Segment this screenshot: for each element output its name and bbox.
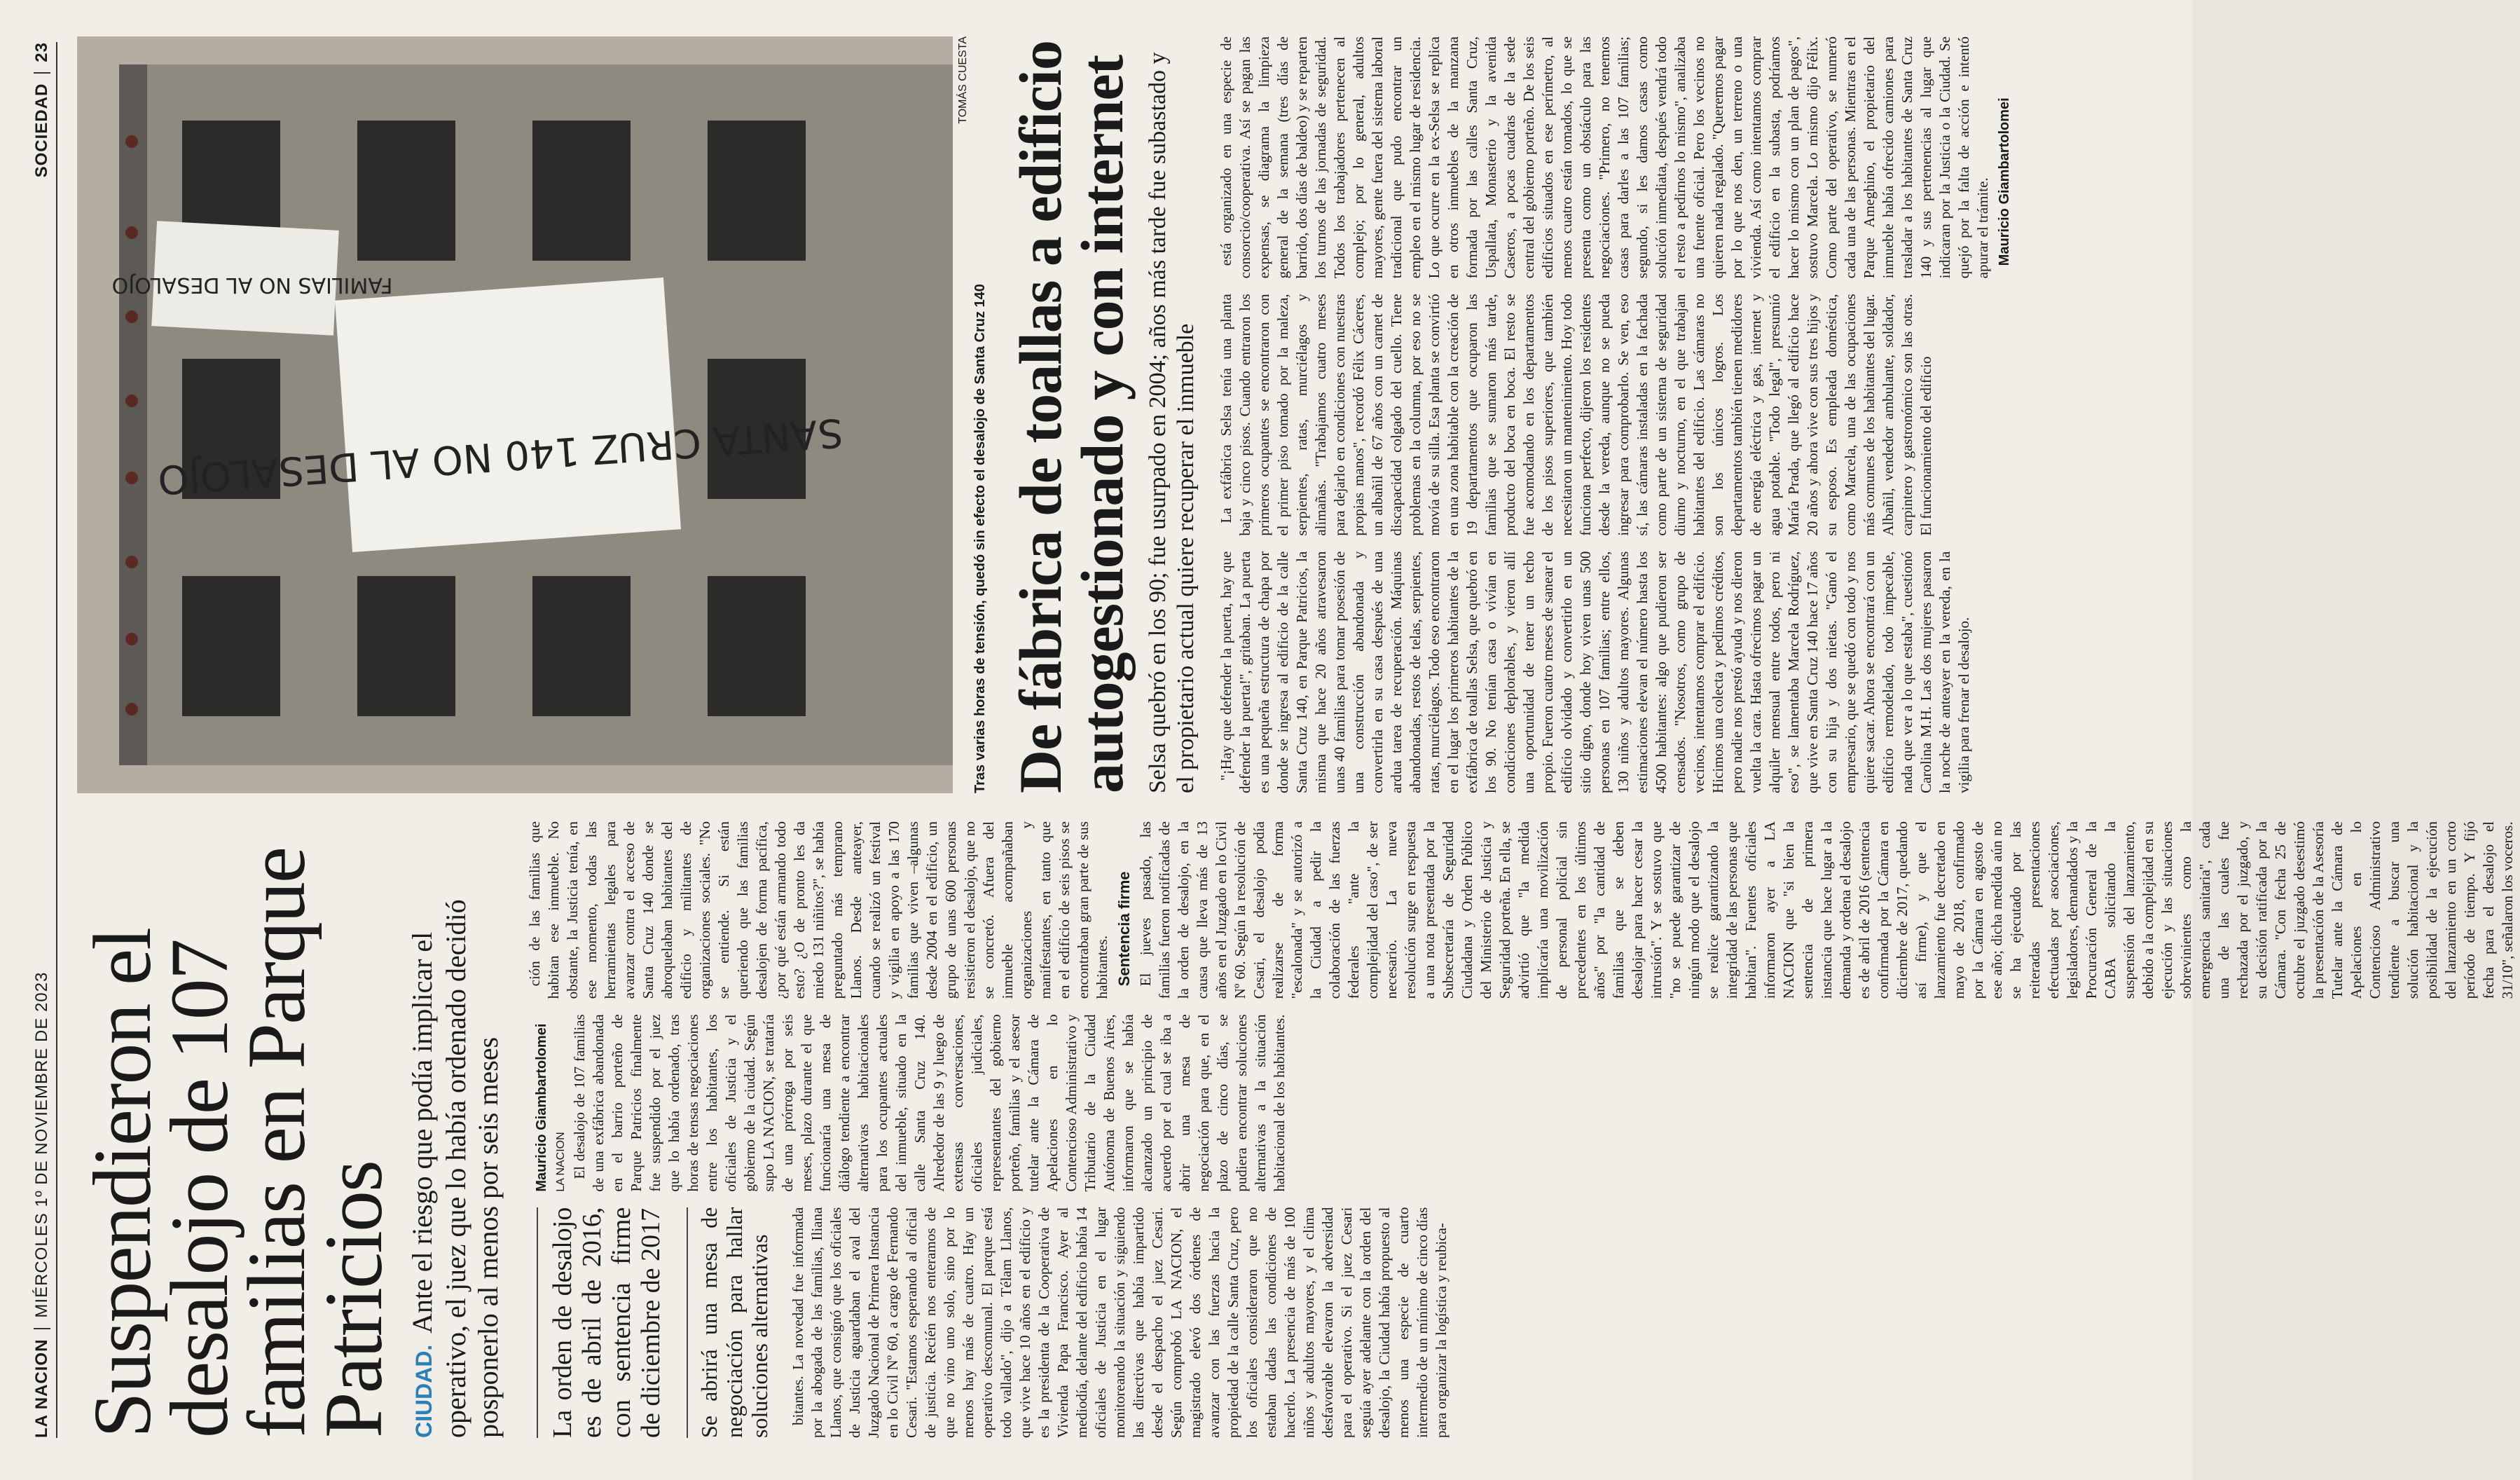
banner-text: FAMILIAS NO AL DESALOJO: [111, 273, 393, 297]
sidebar-column: [525, 1207, 2520, 1438]
article-columns: [1217, 36, 2017, 793]
body-text: "¡Hay que defender la puerta, hay que defender la puerta!", gritaban. La puerta es una pequeña estructura de chapa por donde se ingresa al edificio de la calle Santa Cruz 140, en Parque Patricios, la misma que hace 20 años atravesaron unas 40 familias para tomar posesión de una construcción abandonada y convertirla en su casa después de una ardua tarea de recuperación. Máquinas abandonadas, restos de telas, serpientes, ratas, murciélagos. Todo eso encontraron en el lugar los primeros habitantes de la exfábrica de toallas Selsa, que quebró en los 90. No tenían casa o vivían en condiciones deplorables, y vieron allí una oportunidad de tener un techo propio. Fueron cuatro meses de sanear el edificio olvidado y convertirlo en un sitio digno, donde hoy viven unas 500 personas en 107 familias; entre ellos, 130 niños y adultos mayores. Algunas estimaciones elevan el número hasta los 4500 habitantes: algo que pudieron ser censados. "Nosotros, como grupo de vecinos, intentamos comprar el edificio. Hicimos una colecta y pedimos créditos, pero nadie nos prestó ayuda y nos dieron vuelta la cara. Hasta ofrecimos pagar un alquiler mensual entre todos, pero ni eso", se lamentaba Marcela Rodríguez, que vive en Santa Cruz 140 hace 17 años con su hija y dos nietas. "Ganó el empresario, que se quedó con todo y nos quiere sacar. Ahora se encontrará con un edificio remodelado, todo impecable, nada que ver a lo que estaba", cuestionó Carolina M.H. Las dos mujeres pasaron la noche de anteayer en la vereda, en la vigilia para frenar el desalojo.: [1218, 551, 1972, 793]
section-name: SOCIEDAD: [32, 83, 51, 178]
issue-date: MIÉRCOLES 1º DE NOVIEMBRE DE 2023: [32, 971, 51, 1318]
divider: [34, 1328, 50, 1329]
article-headline: Suspendieron el desalojo de 107 familias en Parque Patricios: [76, 847, 399, 1438]
article-fabrica: [77, 36, 2151, 793]
photo-credit: TOMÁS CUESTA: [957, 36, 969, 124]
body-text: El jueves pasado, las familias fueron notificadas de la orden de desalojo, en la causa que lleva más de 13 años en el Juzgado en lo Civil Nº 60. Según la resolución de Cesari, el desalojo podía realizarse de forma "escalonada" y se autorizó a la Ciudad a pedir la colaboración de las fuerzas federales "ante la complejidad del caso", de ser necesario. La nueva resolución surge en respuesta a una nota presentada por la Subsecretaría de Seguridad Ciudadana y Orden Público del Ministerio de Justicia y Seguridad porteña. En ella, se advirtió que "la medida implicaría una movilización de personal policial sin precedentes en los últimos años" por "la cantidad de familias que se deben desalojar para hacer cesar la intrusión". Y se sostuvo que "no se puede garantizar de ningún modo que el desalojo se realice garantizando la integridad de las personas que habitan". Fuentes oficiales informaron ayer a LA NACION que "si bien la sentencia de primera instancia que hace lugar a la demanda y ordena el desalojo es de abril de 2016 (sentencia confirmada por la Cámara en diciembre de 2017, quedando así firme), y que el lanzamiento fue decretado en mayo de 2018, confirmado por la Cámara en agosto de ese año; dicha medida aún no se ha ejecutado por las reiteradas presentaciones efectuadas por asociaciones, legisladores, demandados y la Procuración General de la CABA solicitando la suspensión del lanzamiento, debido a la complejidad en su ejecución y las situaciones sobrevinientes como la emergencia sanitaria", cada una de las cuales fue rechazada por el juzgado, y su decisión ratificada por la Cámara. "Con fecha 25 de octubre el juzgado desestimó la presentación de la Asesoría Tutelar ante la Cámara de Apelaciones en lo Contencioso Administrativo tendiente a buscar una solución habitacional y la posibilidad de la ejecución del lanzamiento en un corto período de tiempo. Y fijó fecha para el desalojo el 31/10", señalaron los voceros.: [1137, 821, 2516, 999]
body-column: [525, 1014, 2520, 1191]
body-column: [1217, 36, 2017, 278]
divider: [34, 72, 50, 74]
section-kicker: CIUDAD.: [411, 1344, 436, 1438]
byline-outlet: LA NACION: [555, 1132, 567, 1192]
body-text: está organizado en una especie de consorcio/cooperativa. Así se pagan las expensas, se diagrama la limpieza general de la semana (tres días de barrido, dos días de baldeo) y se reparten los turnos de las jornadas de seguridad. Todos los trabajadores pertenecen al complejo; por lo general, adultos mayores, gente fuera del sistema laboral tradicional que pudo encontrar un empleo en el mismo lugar de residencia. Lo que ocurre en la ex-Selsa se replica en otros inmuebles de la manzana formada por las calles Santa Cruz, Uspallata, Monasterio y la avenida Caseros, a pocas cuadras de la sede central del gobierno porteño. De los seis edificios situados en ese perímetro, al menos cuatro están tomados, lo que se presenta como un obstáculo para las negociaciones. "Primero, no tenemos casas para darles a las 107 familias; segundo, si les damos casas como solución inmediata, después vendrá todo el resto a pedirnos lo mismo", analizaba una fuente oficial. Pero los vecinos no quieren nada regalado. "Queremos pagar por lo que nos den, un terreno o una vivienda. Así como intentamos comprar el edificio en la subasta, podríamos hacer lo mismo con un plan de pagos", sostuvo Marcela. Lo mismo dijo Félix. Como parte del operativo, se numeró cada una de las personas. Mientras en el Parque Ameghino, el propietario del inmueble había ofrecido camiones para trasladar a los habitantes de Santa Cruz 140 y sus pertenencias al lugar que indicaran por la Justicia o la Ciudad. Se quejó por la falta de acción e intentó apurar el trámite.: [1218, 36, 1991, 279]
body-text: bitantes. La novedad fue informada por la abogada de las familias, Iliana Llanos, que consignó que los oficiales de Justicia aguardaban el aval del Juzgado Nacional de Primera Instancia en lo Civil Nº 60, a cargo de Fernando Cesari. "Estamos esperando al oficial de justicia. Recién nos enteramos de que no vino uno solo, sino por lo menos hay más de cuatro. Hay un operativo descomunal. El parque está todo vallado", dijo a Télam Llanos, que vive hace 10 años en el edificio y es la presidenta de la Cooperativa de Vivienda Papa Francisco. Ayer al mediodía, delante del edificio había 14 oficiales de Justicia en el lugar monitoreando la situación y siguiendo las directivas que había impartido desde el despacho el juez Cesari. Según comprobó LA NACION, el magistrado elevó dos órdenes de avanzar con las fuerzas hacia la propiedad de la calle Santa Cruz, pero los oficiales consideraron que no estaban dadas las condiciones de hacerlo. La presencia de más de 100 niños y adultos mayores, y el clima desfavorable elevaron la adversidad para el operativo. Si el juez Cesari seguía ayer adelante con la orden del desalojo, la Ciudad había propuesto al menos una especie de cuarto intermedio de un mínimo de cinco días para organizar la logística y reubica-: [790, 1207, 1450, 1438]
page-number: 23: [32, 42, 51, 62]
article-signature: Mauricio Giambartolomei: [1997, 97, 2012, 266]
body-column: [525, 821, 2520, 999]
building-photo: [77, 36, 953, 793]
article-columns: [525, 821, 2520, 1438]
article-subhead: Sentencia firme: [1115, 871, 1133, 987]
photo-caption: Tras varias horas de tensión, quedó sin efecto el desalojo de Santa Cruz 140: [972, 284, 988, 793]
body-text: ción de las familias que habitan ese inmueble. No obstante, la Justicia tenía, en ese momento, todas las herramientas legales para avanzar contra el acceso de Santa Cruz 140 donde se abroquelaban habitantes del edificio y militantes de organizaciones sociales. "No se entiende. Si están queriendo que las familias desalojen de forma pacífica, ¿por qué están armando todo esto? ¿O de pronto les da miedo 131 niñitos?", se había preguntado más temprano Llanos. Desde anteayer, cuando se realizó un festival y vigilia en apoyo a las 170 familias que viven –algunas desde 2004 en el edificio, un grupo de unas 600 personas resistieron el desalojo, que no se concretó. Afuera del inmueble acompañaban organizaciones y manifestantes, en tanto que en el edificio de seis pisos se encontraban gran parte de sus habitantes.: [526, 821, 1110, 999]
article-desalojo: [76, 821, 2516, 1438]
article-headline: De fábrica de toallas a edificio autogestionado y con internet: [1007, 41, 1136, 793]
deck-text: Ante el riesgo que podía implicar el operativo, el juez que lo había ordenado decidió posponerlo al menos por seis meses: [406, 899, 504, 1438]
building-illustration: [77, 36, 953, 793]
banner-text: SANTA CRUZ 140 NO AL DESALOJO: [156, 409, 845, 502]
running-head: [28, 42, 57, 1438]
byline: [532, 1014, 570, 1191]
pull-quote: Se abrirá una mesa de negociación para hallar soluciones alternativas: [687, 1207, 772, 1438]
article-deck: Selsa quebró en los 90; fue usurpado en 2004; años más tarde fue subastado y el propietario actual quiere recuperar el inmueble: [1145, 52, 1199, 793]
body-text: La exfábrica Selsa tenía una planta baja y cinco pisos. Cuando entraron los primeros ocupantes se encontraron con el primer piso tomado por la maleza, serpientes, ratas, murciélagos y alimañas. "Trabajamos cuatro meses para dejarlo en condiciones con nuestras propias manos", recordó Félix Cáceres, un albañil de 67 años con un carnet de discapacidad colgado del cuello. Tiene problemas en la columna, por eso no se movía de su silla. Esa planta se convirtió en una zona habitable con la creación de 19 departamentos que ocuparon las familias que se sumaron más tarde, producto del boca en boca. El resto se fue acomodando en los departamentos de los pisos superiores, que también necesitaron un mantenimiento. Hoy todo funciona perfecto, dijeron los residentes desde la vereda, aunque no se pueda ingresar para comprobarlo. Se ven, eso sí, las cámaras instaladas en la fachada como parte de un sistema de seguridad diurno y nocturno, en el que trabajan habitantes del edificio. Las cámaras no son los únicos logros. Los departamentos también tienen medidores de energía eléctrica y gas, internet y agua potable. "Todo legal", presumió María Prada, que llegó al edificio hace 20 años y ahora vive con sus tres hijos y su esposo. Es empleada doméstica, como Marcela, una de las ocupaciones más comunes de los habitantes del lugar. Albañil, vendedor ambulante, soldador, carpintero y gastronómico son las otras. El funcionamiento del edificio: [1218, 294, 1934, 536]
body-column: [1217, 551, 2017, 793]
byline-name: Mauricio Giambartolomei: [534, 1023, 549, 1192]
article-deck: [406, 821, 504, 1438]
pull-quote: La orden de desalojo es de abril de 2016, con sentencia firme de diciembre de 2017: [537, 1207, 666, 1438]
body-text: El desalojo de 107 familias de una exfábrica abandonada en el barrio porteño de Parque Patricios finalmente fue suspendido por el juez que lo había ordenado, tras horas de tensas negociaciones entre los habitantes, los oficiales de Justicia y el gobierno de la ciudad. Según supo LA NACION, se trataría de una prórroga por seis meses, plazo durante el que funcionaría una mesa de diálogo tendiente a encontrar alternativas habitacionales para los ocupantes actuales del inmueble, situado en la calle Santa Cruz 140. Alrededor de las 9 y luego de extensas conversaciones, oficiales judiciales, representantes del gobierno porteño, familias y el asesor tutelar ante la Cámara de Apelaciones en lo Contencioso Administrativo y Tributario de la Ciudad Autónoma de Buenos Aires, informaron que se había alcanzado un principio de acuerdo por el cual se iba a abrir una mesa de negociación para que, en el plazo de cinco días, se pudiera encontrar soluciones alternativas a la situación habitacional de los habitantes.: [571, 1014, 1288, 1192]
paper-name: LA NACION: [32, 1338, 51, 1438]
body-column: [1217, 294, 2017, 535]
